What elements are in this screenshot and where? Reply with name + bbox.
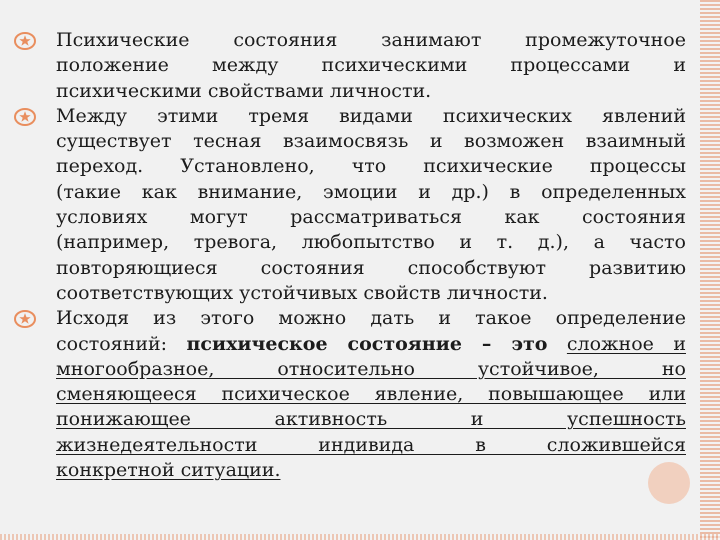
circle-star-bullet-icon bbox=[14, 310, 36, 328]
definition-line: жизнедеятельности индивида в сложившейся bbox=[56, 433, 686, 456]
text-line: положение между психическими процессами и bbox=[56, 54, 686, 77]
definition-line: конкретной ситуации. bbox=[56, 459, 281, 482]
definition-intro-line bbox=[56, 332, 686, 357]
definition-term: психическое состояние – это bbox=[186, 332, 548, 355]
definition-line: понижающее активность и успешность bbox=[56, 408, 686, 431]
text-line: Исходя из этого можно дать и такое определение bbox=[56, 307, 686, 330]
definition-text: сложное и bbox=[566, 332, 686, 355]
bullet-paragraph-1 bbox=[10, 28, 686, 104]
bullet-paragraph-2 bbox=[10, 104, 686, 306]
slide-body bbox=[10, 28, 686, 483]
text-line: (например, тревога, любопытство и т. д.), а часто bbox=[56, 231, 686, 254]
circle-star-bullet-icon bbox=[14, 32, 36, 50]
definition-line: сменяющееся психическое явление, повышающее или bbox=[56, 383, 686, 406]
text-line: психическими свойствами личности. bbox=[56, 79, 432, 102]
text-line: переход. Установлено, что психические процессы bbox=[56, 155, 686, 178]
decorative-stripe-bottom bbox=[0, 534, 720, 540]
definition-prefix: состояний: bbox=[56, 332, 168, 355]
text-line: условиях могут рассматриваться как состояния bbox=[56, 206, 686, 229]
text-line: Психические состояния занимают промежуточное bbox=[56, 29, 686, 51]
text-line: соответствующих устойчивых свойств личности. bbox=[56, 281, 548, 304]
decorative-stripe-right bbox=[700, 0, 720, 540]
text-line: Между этими тремя видами психических явлений bbox=[56, 104, 686, 127]
text-line: повторяющиеся состояния способствуют развитию bbox=[56, 256, 686, 279]
text-line: существует тесная взаимосвязь и возможен взаимный bbox=[56, 130, 686, 153]
definition-line: многообразное, относительно устойчивое, но bbox=[56, 357, 686, 380]
circle-star-bullet-icon bbox=[14, 108, 36, 126]
text-line: (такие как внимание, эмоции и др.) в определенных bbox=[56, 180, 686, 203]
bullet-paragraph-3 bbox=[10, 306, 686, 483]
